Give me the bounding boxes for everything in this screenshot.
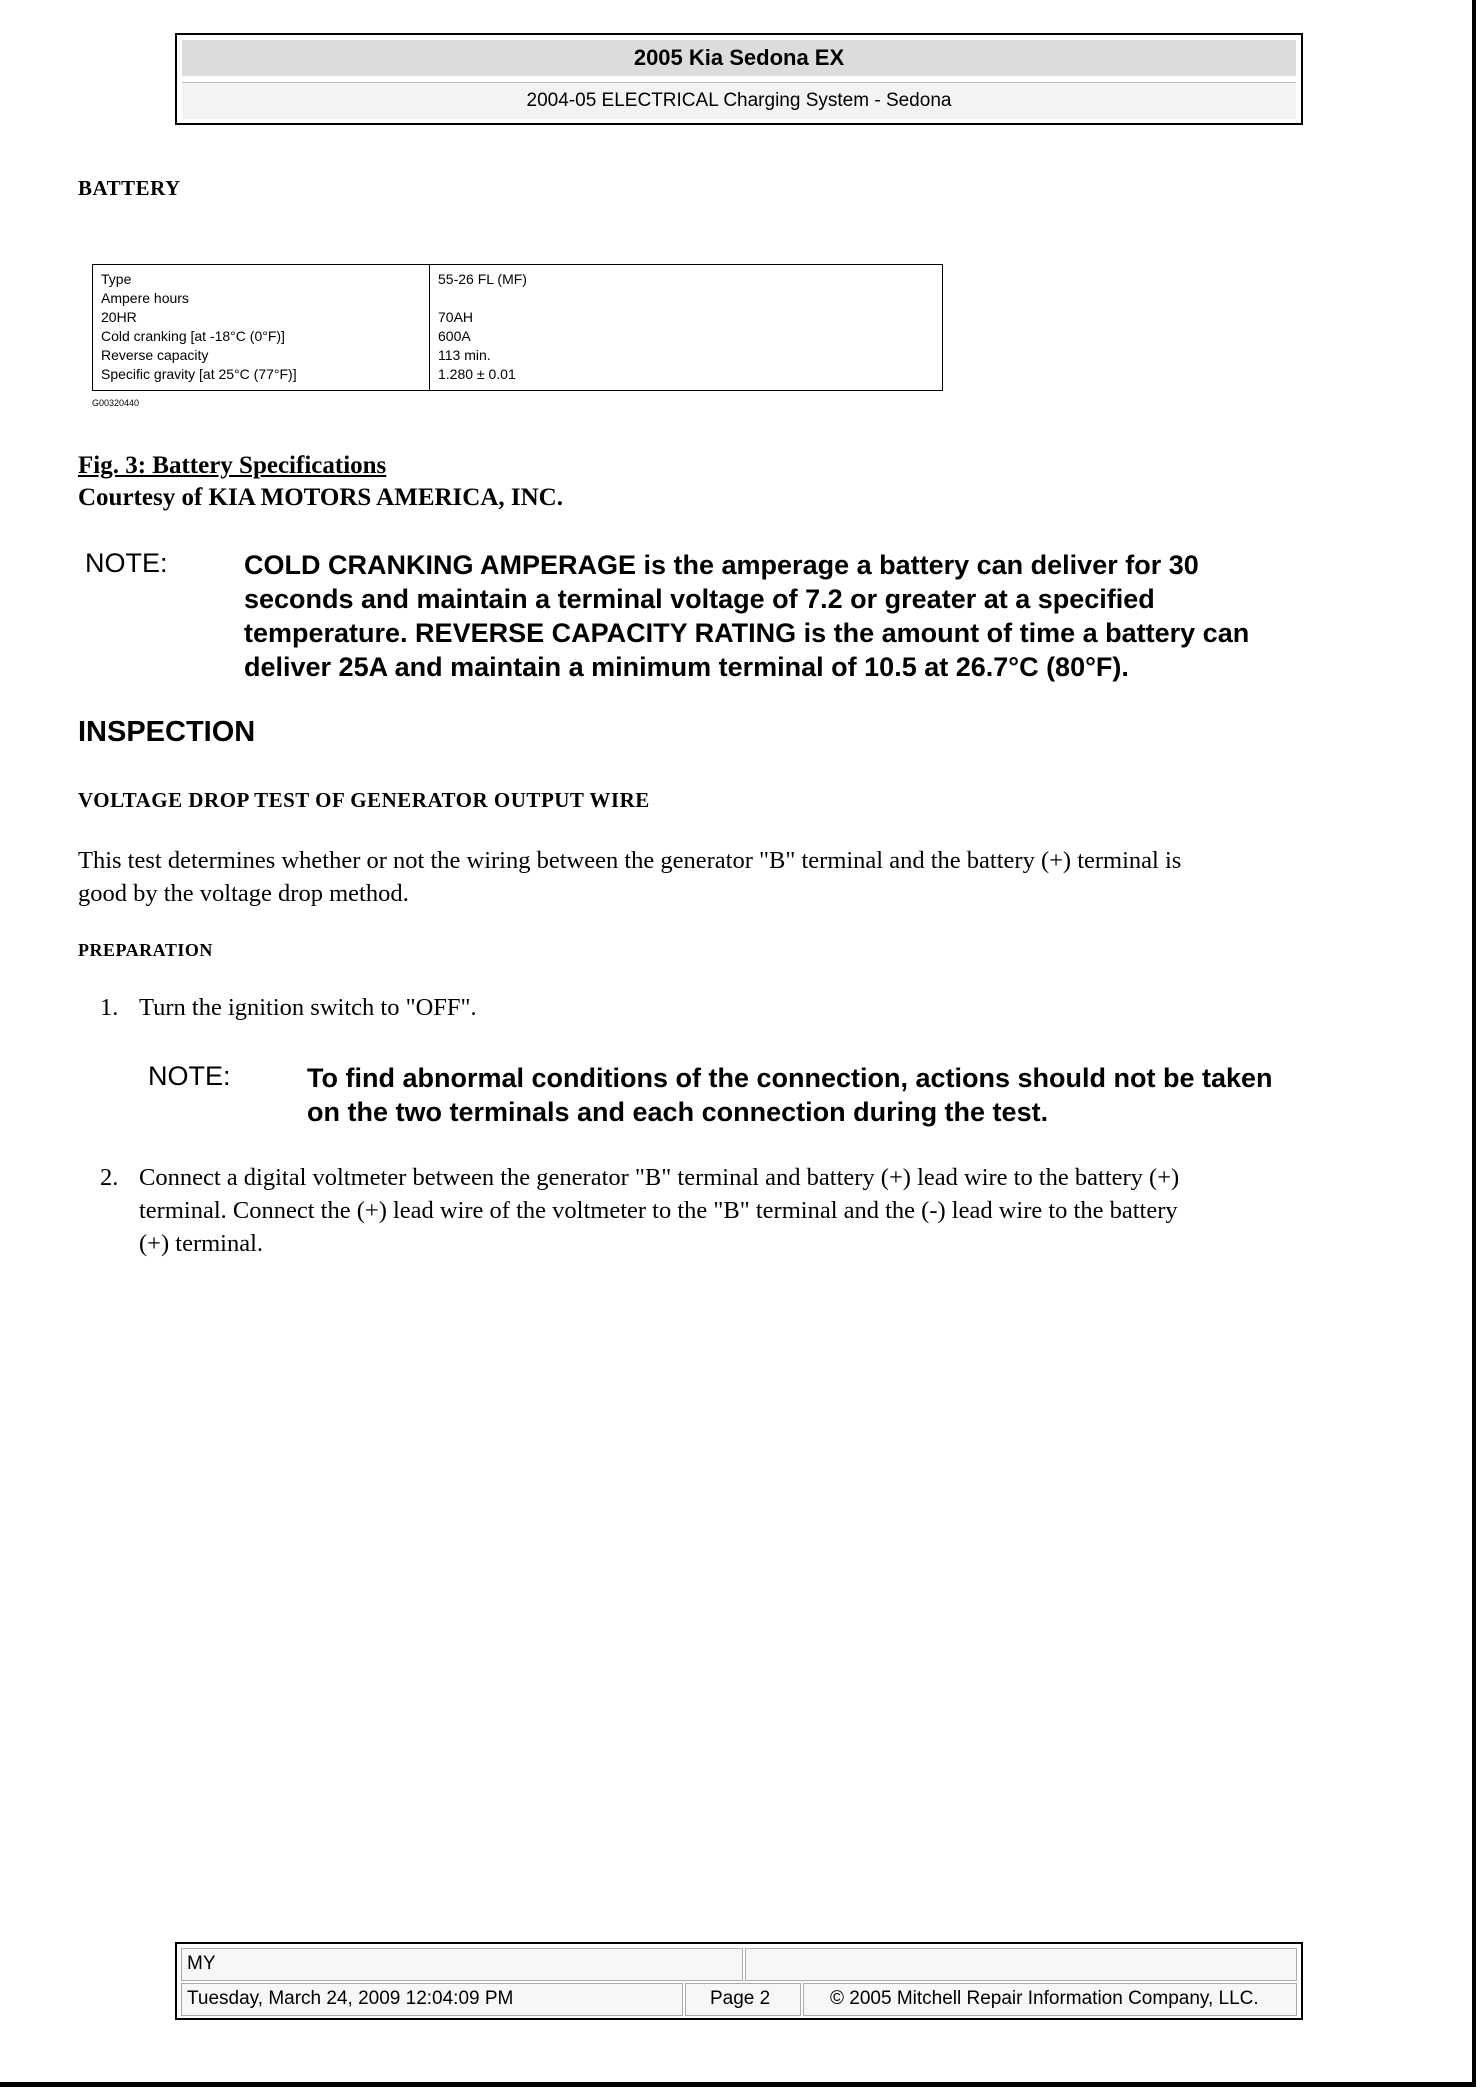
test-intro: [78, 844, 1181, 910]
step-text: [139, 991, 477, 1024]
figure-id: G00320440: [92, 398, 140, 408]
spec-label: 20HR: [101, 309, 137, 325]
step-line: (+) terminal.: [139, 1230, 264, 1257]
footer-page-number: Page 2: [685, 1983, 801, 2016]
footer-model-code: MY: [181, 1948, 743, 1981]
spec-label: Specific gravity [at 25°C (77°F)]: [101, 366, 297, 382]
inspection-heading: INSPECTION: [78, 716, 256, 748]
step-text: [139, 1161, 1179, 1260]
document-footer: [175, 1942, 1303, 2020]
note-label: NOTE:: [85, 548, 168, 578]
footer-date: Tuesday, March 24, 2009 12:04:09 PM: [181, 1983, 683, 2016]
vehicle-title: 2005 Kia Sedona EX: [182, 40, 1296, 76]
spec-value: 1.280 ± 0.01: [438, 366, 516, 382]
note-abnormal-conditions: [307, 1061, 1273, 1129]
note-line: To find abnormal conditions of the connection, actions should not be taken: [307, 1063, 1273, 1093]
intro-line: good by the voltage drop method.: [78, 880, 409, 907]
spec-label-column: [101, 270, 297, 384]
spec-label: Type: [101, 271, 132, 287]
note-line: COLD CRANKING AMPERAGE is the amperage a battery can deliver for 30: [244, 550, 1199, 580]
spec-table-divider: [429, 265, 430, 390]
note-line: on the two terminals and each connection during the test.: [307, 1097, 1049, 1127]
voltage-drop-heading: VOLTAGE DROP TEST OF GENERATOR OUTPUT WIRE: [78, 788, 650, 812]
document-header: [175, 33, 1303, 125]
note-line: seconds and maintain a terminal voltage of 7.2 or greater at a specified: [244, 584, 1155, 614]
footer-copyright: © 2005 Mitchell Repair Information Company, LLC.: [803, 1983, 1297, 2016]
battery-spec-table: [92, 264, 943, 391]
spec-value-column: [438, 270, 527, 384]
note-line: deliver 25A and maintain a minimum terminal of 10.5 at 26.7°C (80°F).: [244, 652, 1129, 682]
note-label: NOTE:: [148, 1061, 231, 1091]
figure-caption-link[interactable]: Fig. 3: Battery Specifications: [78, 452, 387, 479]
intro-line: This test determines whether or not the wiring between the generator "B" terminal and the battery (+) terminal is: [78, 847, 1182, 874]
section-subtitle: 2004-05 ELECTRICAL Charging System - Sedona: [182, 82, 1296, 119]
spec-label: Ampere hours: [101, 290, 189, 306]
spec-label: Reverse capacity: [101, 347, 209, 363]
spec-value: 70AH: [438, 309, 474, 325]
note-line: temperature. REVERSE CAPACITY RATING is the amount of time a battery can: [244, 618, 1250, 648]
spec-value: 600A: [438, 328, 471, 344]
footer-blank-cell: [745, 1948, 1297, 1981]
step-number: 1.: [100, 994, 119, 1021]
preparation-heading: PREPARATION: [78, 940, 213, 960]
spec-value: 55-26 FL (MF): [438, 271, 527, 287]
step-line: Turn the ignition switch to "OFF".: [139, 994, 477, 1021]
step-number: 2.: [100, 1164, 119, 1191]
note-cold-cranking: [244, 548, 1249, 684]
battery-heading: BATTERY: [78, 176, 181, 200]
spec-value: 113 min.: [438, 347, 491, 363]
spec-value: [438, 289, 527, 308]
step-line: Connect a digital voltmeter between the generator "B" terminal and battery (+) lead wire to the battery (+): [139, 1164, 1180, 1191]
figure-courtesy: Courtesy of KIA MOTORS AMERICA, INC.: [78, 484, 563, 511]
spec-label: Cold cranking [at -18°C (0°F)]: [101, 328, 285, 344]
step-line: terminal. Connect the (+) lead wire of the voltmeter to the "B" terminal and the (-) lead wire to the battery: [139, 1197, 1178, 1224]
